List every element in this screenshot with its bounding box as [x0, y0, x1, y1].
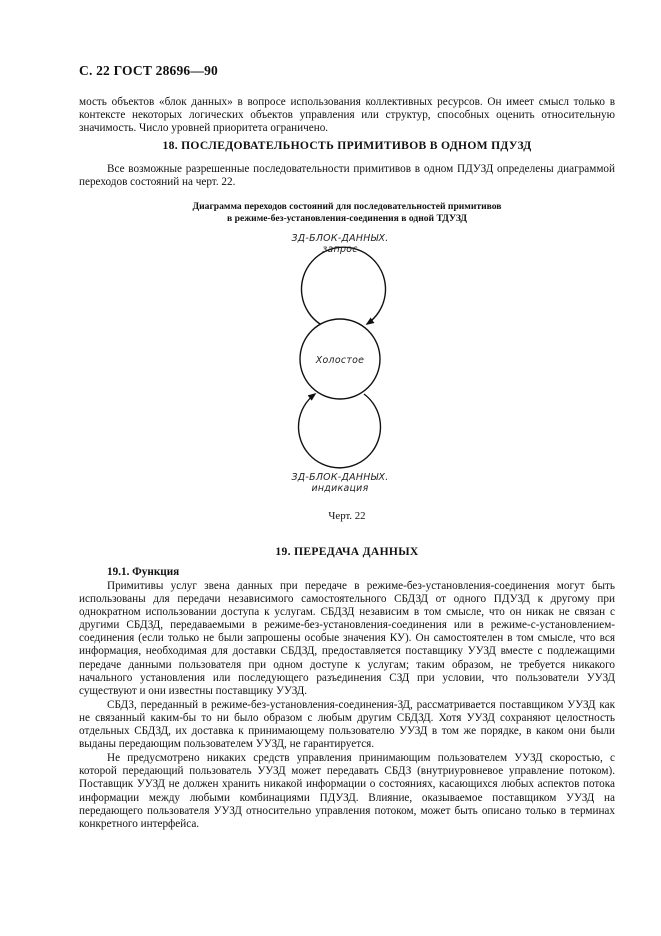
state-label: Холостое — [315, 355, 365, 366]
bottom-self-loop — [299, 394, 381, 468]
subsection-19-1-title: 19.1. Функция — [107, 566, 180, 578]
top-transition-label-line-1: ЗД-БЛОК-ДАННЫХ. — [291, 233, 389, 244]
top-transition-label-line-2: запрос — [322, 244, 358, 255]
section-19-paragraph-2: СБДЗ, переданный в режиме-без-установления-соединения-ЗД, рассматривается поставщиком УУЗД как не связанный каким-бы то ни было образом с любым другим СБДЗД. Хотя УУЗД сохраняют целостность отдельных СБДЗД, их доставка к принимающему пользователю УУЗД в том же порядке, в каком они были выданы передающим пользователем УУЗД, не гарантируется. — [79, 698, 615, 751]
page-header: С. 22 ГОСТ 28696—90 — [79, 63, 218, 78]
bottom-transition-label-line-1: ЗД-БЛОК-ДАННЫХ. — [291, 472, 389, 483]
figure-label: Черт. 22 — [328, 510, 366, 522]
diagram-caption-line-1: Диаграмма переходов состояний для последовательностей примитивов — [192, 201, 502, 212]
section-19-paragraph-1: Примитивы услуг звена данных при передаче в режиме-без-установления-соединения могут быть использованы для передачи независимого самостоятельного СБДЗД от одного ПДУЗД к другому при однократном использовании доступа к услугам. СБДЗД независим в том смысле, что он никак не связан с другими СБДЗД, передаваемыми в режиме-без-установления-соединения или в режиме-с-установлением-соединения (если только не были запрошены особые значения КУ). Он самостоятелен в том смысле, что вся информация, необходимая для доставки СБДЗД, предоставляется поставщику УУЗД вместе с подлежащими передаче данными пользователя при одном доступе к услугам; таким образом, не требуется никакого начального установления или последующего разъединения СЗД при условии, что пользователи УУЗД существуют и они известны поставщику УУЗД. — [79, 580, 615, 697]
top-self-loop — [302, 247, 386, 324]
section-19-block — [79, 580, 615, 831]
diagram-caption — [79, 201, 615, 224]
section-19-paragraph-3: Не предусмотрено никаких средств управления принимающим пользователем УУЗД скоростью, с которой передающий пользователь УУЗД может передавать СБДЗ (внутриуровневое управление потоком). Поставщик УУЗД не должен хранить никакой информации о состояниях, касающихся любых аспектов потока информации между любыми комбинациями ПДУЗД. Влияние, оказываемое поставщиком УУЗД на передающего пользователя УУЗД относительно управления потоком, может быть описано только в терминах конкретного интерфейса. — [79, 752, 615, 830]
intro-paragraph: мость объектов «блок данных» в вопросе использования коллективных ресурсов. Он имеет смысл только в контексте некоторых логических объектов управления или структур, способных оценить относительную значимость. Число уровней приоритета ограничено. — [79, 96, 615, 135]
section-18-paragraph: Все возможные разрешенные последовательности примитивов в одном ПДУЗД определены диаграммой переходов состояний на черт. 22. — [79, 163, 615, 189]
bottom-transition-label-line-2: индикация — [311, 483, 369, 494]
section-18-block — [79, 163, 615, 189]
diagram-caption-line-2: в режиме-без-установления-соединения в одной ТДУЗД — [227, 212, 467, 224]
section-19-title: 19. ПЕРЕДАЧА ДАННЫХ — [275, 545, 419, 558]
section-18-title: 18. ПОСЛЕДОВАТЕЛЬНОСТЬ ПРИМИТИВОВ В ОДНОМ ПДУЗД — [162, 139, 532, 152]
state-transition-diagram — [240, 228, 440, 498]
intro-block — [79, 96, 615, 135]
